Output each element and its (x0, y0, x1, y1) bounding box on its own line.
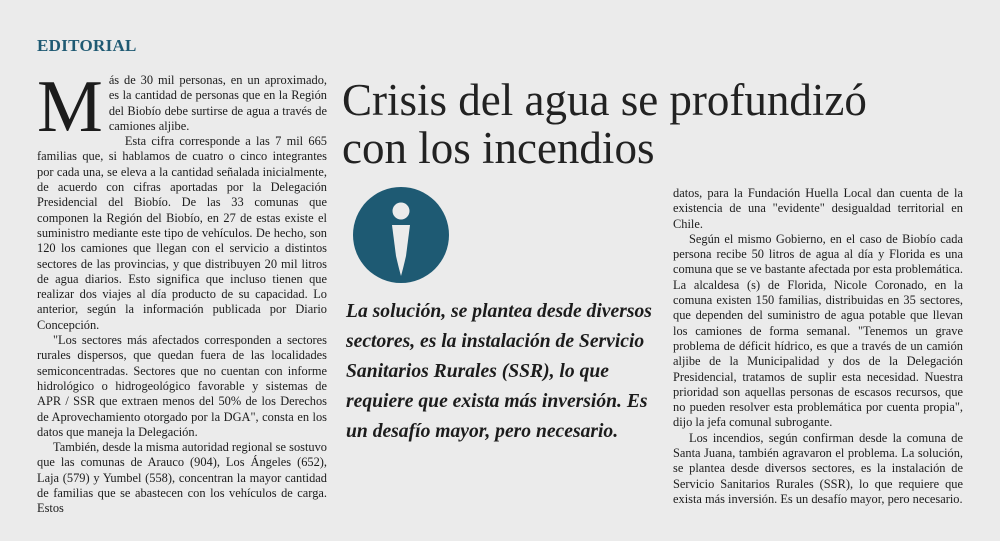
section-label: EDITORIAL (37, 36, 137, 55)
article-column-left (37, 66, 327, 517)
column-left-lead: ás de 30 mil personas, en un aproximado, es la cantidad de personas que en la Región del Biobío debe surtirse de agua a través de camiones aljibe. (108, 73, 327, 133)
column-right-paragraph-1: Según el mismo Gobierno, en el caso de Biobío cada persona recibe 50 litros de agua al día y Florida es una comuna que se ve bastante afectada por esta problemática. La alcaldesa (s) de Florida, Nicole Coronado, en la comuna existen 150 familias, distribuidas en 35 sectores, que dependen del suministro de agua potable que llevan los camiones de forma semanal. "Tenemos un grave problema de déficit hídrico, es que a través de un camión aljibe de la Municipalidad y dos de la Delegación Presidencial, tratamos de suplir esta necesidad. Nuestra prioridad son aquellas personas de escasos recursos, que no pueden resolver esta problemática por cuenta propia", dijo la jefa comunal subrogante. (673, 231, 963, 430)
article-column-right (673, 186, 963, 507)
column-left-paragraph-1: Esta cifra corresponde a las 7 mil 665 familias que, si hablamos de cuatro o cinco integrantes por cada una, se eleva a la cantidad señalada inicialmente, de acuerdo con cifras aportadas por la Delegación Presidencial del Biobío. De las 33 comunas que componen la Región del Biobío, en 27 de estas existe el suministro mediante este tipo de vehículos. De hecho, son 120 los camiones que llegan con el servicio a distintos sectores de las provincias, y que distribuyen 20 mil litros de agua diarios. Esto significa que incluso tienen que realizar dos viajes al día producto de su capacidad. Lo anterior, según la información publicada por Diario Concepción. (37, 134, 327, 332)
headline: Crisis del agua se profundizó con los incendios (342, 75, 867, 173)
info-icon (352, 186, 450, 284)
column-right-lead: datos, para la Fundación Huella Local dan cuenta de la existencia de una "evidente" desigualdad territorial en Chile. (673, 186, 963, 231)
column-left-paragraph-3: También, desde la misma autoridad regional se sostuvo que las comunas de Arauco (904), Los Ángeles (652), Laja (579) y Yumbel (558), concentran la mayor cantidad de familias que se abastecen con los vehículos de carga. Estos (37, 440, 327, 516)
column-left-paragraph-2: "Los sectores más afectados corresponden a sectores rurales dispersos, que quedan fuera de las localidades semiconcentradas. Sectores que no cuentan con informe hidrológico o hidrogeológico favorable y sistemas de APR / SSR que extraen menos del 50% de los Derechos de Aprovechamiento otorgado por la DGA", consta en los datos que maneja la Delegación. (37, 333, 327, 439)
pull-quote: La solución, se plantea desde diversos sectores, es la instalación de Servicio Sanitarios Rurales (SSR), lo que requiere que exista más inversión. Es un desafío mayor, pero necesario. (346, 301, 652, 442)
drop-cap: M (37, 66, 103, 148)
column-right-paragraph-2: Los incendios, según confirman desde la comuna de Santa Juana, también agravaron el problema. La solución, se plantea desde diversos sectores, es la instalación de Servicio Sanitarios Rurales (SSR), lo que requiere que exista más inversión. Es un desafío mayor, pero necesario. (673, 430, 963, 506)
